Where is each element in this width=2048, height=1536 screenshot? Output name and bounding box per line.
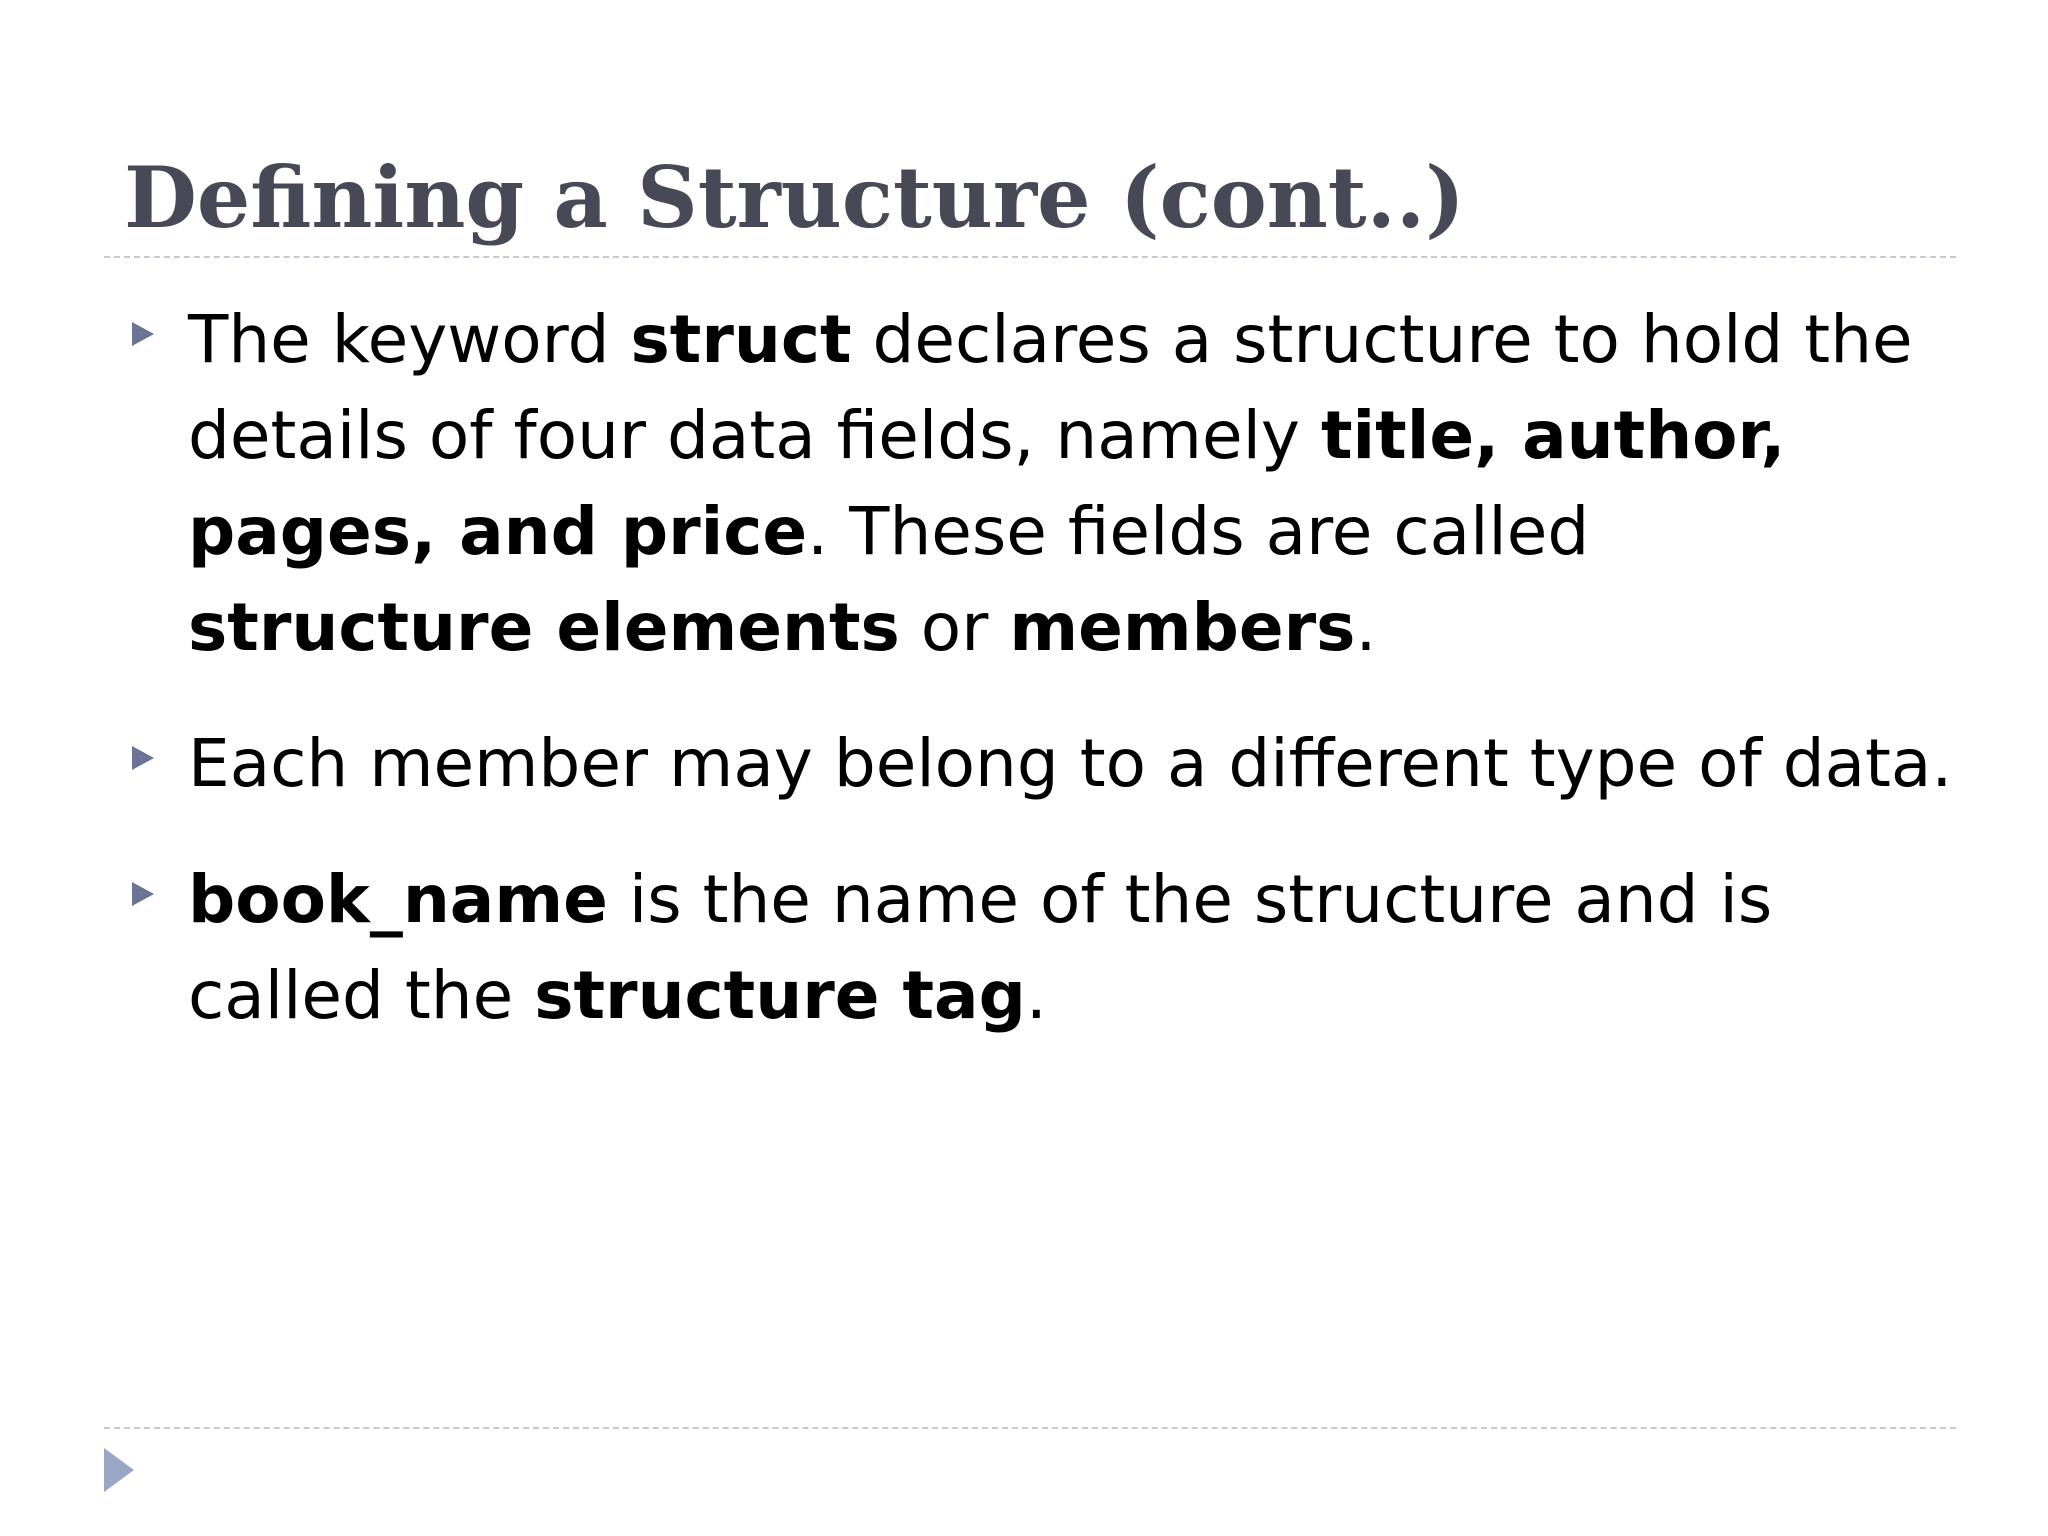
bullet-text: .: [1355, 589, 1377, 666]
keyword-struct: struct: [630, 301, 852, 378]
play-triangle-icon: [104, 1448, 134, 1492]
bullet-list: [124, 292, 1954, 1084]
slide-title: Defining a Structure (cont..): [124, 148, 1465, 247]
triangle-right-icon: [132, 322, 154, 346]
term-structure-tag: structure tag: [534, 957, 1026, 1034]
title-divider: [104, 256, 1956, 258]
bullet-item-member-types: [124, 716, 1954, 812]
footer-divider: [104, 1427, 1956, 1429]
bullet-text: .: [1025, 957, 1047, 1034]
triangle-right-icon: [132, 882, 154, 906]
bullet-text: Each member may belong to a different type of data.: [188, 725, 1953, 802]
bullet-text: . These fields are called: [807, 493, 1590, 570]
bullet-item-structure-tag: [124, 852, 1954, 1044]
bullet-text: declares a structure to hold the details of four data fields, namely: [188, 301, 1913, 474]
term-structure-elements: structure elements: [188, 589, 900, 666]
field-names: title, author, pages, and price: [188, 397, 1786, 570]
bullet-text: or: [899, 589, 1010, 666]
triangle-right-icon: [132, 746, 154, 770]
term-book-name: book_name: [188, 861, 608, 938]
bullet-text: The keyword: [188, 301, 631, 378]
term-members: members: [1009, 589, 1356, 666]
bullet-text: is the name of the structure and is called the: [188, 861, 1773, 1034]
bullet-item-struct-keyword: [124, 292, 1954, 676]
